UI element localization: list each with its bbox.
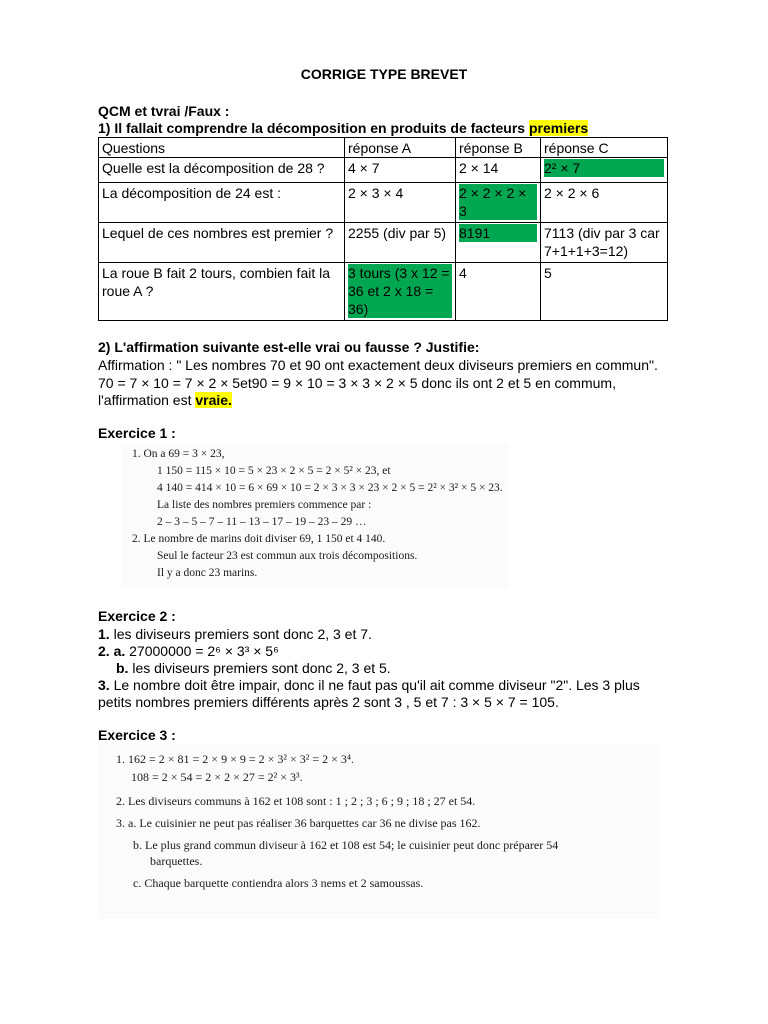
exercise-2-heading: Exercice 2 : — [98, 608, 176, 624]
q2-line-2: 70 = 7 × 10 = 7 × 2 × 5et90 = 9 × 10 = 3 × 3 × 2 × 5 donc ils ont 2 et 5 en commum, — [98, 375, 616, 391]
ex2-line-4 — [98, 676, 640, 694]
ex2-item-text: les diviseurs premiers sont donc 2, 3 et 5. — [128, 660, 391, 676]
answer-b-cell: 2 × 14 — [456, 158, 541, 183]
ex3-line: 2. Les diviseurs communs à 162 et 108 sont : 1 ; 2 ; 3 ; 6 ; 9 ; 18 ; 27 et 54. — [116, 794, 476, 808]
q1-highlight: premiers — [528, 120, 589, 136]
q2-heading: 2) L'affirmation suivante est-elle vrai ou fausse ? Justifie: — [98, 339, 480, 355]
answer-b-cell — [456, 223, 541, 263]
correct-answer-highlight: 2 × 2 × 2 × 3 — [459, 184, 537, 220]
answer-a-cell — [345, 263, 456, 321]
ex1-line: 2. Le nombre de marins doit diviser 69, 1 150 et 4 140. — [132, 533, 386, 545]
header-questions: Questions — [99, 138, 345, 158]
qcm-heading: QCM et tvrai /Faux : — [98, 103, 230, 119]
ex3-line: 1. 162 = 2 × 81 = 2 × 9 × 9 = 2 × 3² × 3² = 2 × 3⁴. — [116, 752, 355, 766]
ex2-item-text: Le nombre doit être impair, donc il ne faut pas qu'il ait comme diviseur "2". Les 3 plus — [109, 677, 640, 693]
ex2-line-3 — [116, 659, 391, 677]
exercise-3-scanned-solution — [98, 744, 660, 919]
ex3-line: barquettes. — [150, 854, 203, 868]
ex3-line: 3. a. Le cuisinier ne peut pas réaliser 36 barquettes car 36 ne divise pas 162. — [116, 816, 481, 830]
ex1-line: 4 140 = 414 × 10 = 6 × 69 × 10 = 2 × 3 × 3 × 23 × 2 × 5 = 2² × 3² × 5 × 23. — [157, 482, 503, 494]
table-row — [99, 158, 668, 183]
ex2-item-number: 3. — [98, 677, 110, 693]
exercise-1-scanned-solution — [122, 444, 508, 588]
header-answer-a: réponse A — [345, 138, 456, 158]
ex2-line-5: petits nombres premiers différents après 2 sont 3 , 5 et 7 : 3 × 5 × 7 = 105. — [98, 694, 559, 710]
page-title: CORRIGE TYPE BREVET — [300, 66, 468, 82]
q2-answer-highlight: vraie. — [195, 392, 232, 408]
ex2-item-text: les diviseurs premiers sont donc 2, 3 et 7. — [109, 626, 372, 642]
answer-a-cell: 2255 (div par 5) — [345, 223, 456, 263]
answer-b-cell: 4 — [456, 263, 541, 321]
ex1-line: Il y a donc 23 marins. — [157, 567, 258, 579]
ex3-line: c. Chaque barquette contiendra alors 3 nems et 2 samoussas. — [133, 876, 424, 890]
ex2-item-number: b. — [116, 660, 129, 676]
qcm-question-1 — [98, 119, 588, 137]
table-header-row — [99, 138, 668, 158]
ex3-line: b. Le plus grand commun diviseur à 162 et 108 est 54; le cuisinier peut donc préparer 54 — [133, 838, 559, 852]
ex1-line: Seul le facteur 23 est commun aux trois décompositions. — [157, 550, 418, 562]
answer-c-cell: 2 × 2 × 6 — [541, 183, 668, 223]
header-answer-c: réponse C — [541, 138, 668, 158]
table-row — [99, 183, 668, 223]
ex2-line-1 — [98, 625, 372, 643]
ex3-line: 108 = 2 × 54 = 2 × 2 × 27 = 2² × 3³. — [131, 770, 303, 784]
qcm-table — [98, 137, 668, 321]
answer-c-cell: 7113 (div par 3 car 7+1+1+3=12) — [541, 223, 668, 263]
ex2-item-number: 1. — [98, 626, 110, 642]
question-cell: Quelle est la décomposition de 28 ? — [99, 158, 345, 183]
ex2-line-2 — [98, 642, 279, 660]
question-cell: La roue B fait 2 tours, combien fait la roue A ? — [99, 263, 345, 321]
ex1-line: 1. On a 69 = 3 × 23, — [132, 448, 225, 460]
correct-answer-highlight: 8191 — [459, 224, 537, 242]
exercise-3-heading: Exercice 3 : — [98, 727, 176, 743]
q2-line-3 — [98, 391, 232, 409]
q2-line-3-prefix: l'affirmation est — [98, 392, 196, 408]
ex2-item-number: 2. a. — [98, 643, 126, 659]
table-row — [99, 223, 668, 263]
q2-line-1: Affirmation : " Les nombres 70 et 90 ont exactement deux diviseurs premiers en commun". — [98, 357, 658, 373]
ex1-line: La liste des nombres premiers commence par : — [157, 499, 372, 511]
exercise-1-heading: Exercice 1 : — [98, 425, 176, 441]
question-cell: Lequel de ces nombres est premier ? — [99, 223, 345, 263]
q1-prefix: 1) Il fallait comprendre la décomposition en produits de facteurs — [98, 120, 529, 136]
header-answer-b: réponse B — [456, 138, 541, 158]
ex1-line: 2 – 3 – 5 – 7 – 11 – 13 – 17 – 19 – 23 – 29 … — [157, 516, 367, 528]
correct-answer-highlight: 3 tours (3 x 12 = 36 et 2 x 18 = 36) — [348, 264, 452, 318]
question-cell: La décomposition de 24 est : — [99, 183, 345, 223]
answer-b-cell — [456, 183, 541, 223]
answer-c-cell — [541, 158, 668, 183]
ex1-line: 1 150 = 115 × 10 = 5 × 23 × 2 × 5 = 2 × 5² × 23, et — [157, 465, 391, 477]
answer-c-cell: 5 — [541, 263, 668, 321]
answer-a-cell: 2 × 3 × 4 — [345, 183, 456, 223]
ex2-item-text: 27000000 = 2⁶ × 3³ × 5⁶ — [125, 643, 279, 659]
answer-a-cell: 4 × 7 — [345, 158, 456, 183]
table-row — [99, 263, 668, 321]
correct-answer-highlight: 2² × 7 — [544, 159, 664, 177]
